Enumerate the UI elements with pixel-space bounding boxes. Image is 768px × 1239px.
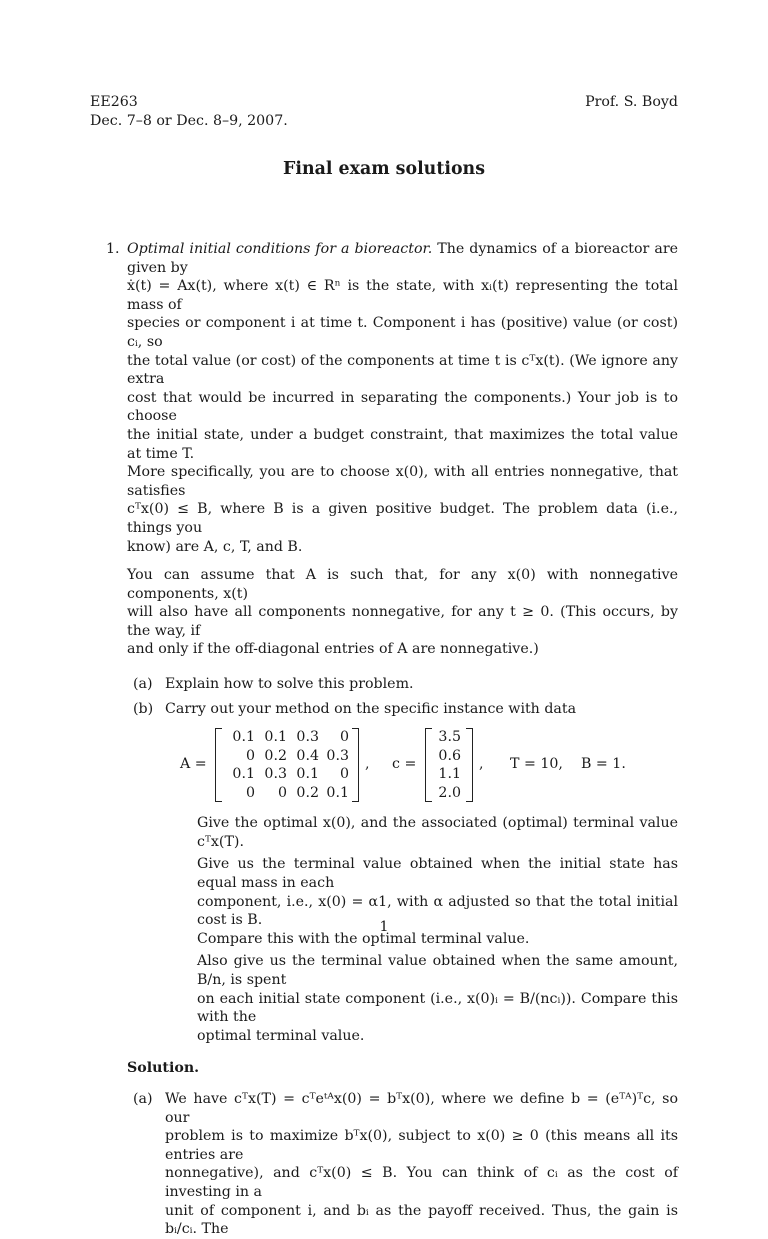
matrix-a-row [225,765,349,784]
vector-c-entry: 0.6 [438,747,461,764]
matrix-a-entry: 0.4 [296,747,319,764]
separator-comma: , [365,756,370,773]
vector-c-label: c = [392,756,417,773]
statement-line: ẋ(t) = Ax(t), where x(t) ∈ Rⁿ is the state, with xᵢ(t) representing the total mass of [127,278,678,313]
matrix-a-row [225,728,349,747]
matrix-a-entry: 0.1 [326,784,349,801]
exam-dates: Dec. 7–8 or Dec. 8–9, 2007. [90,112,288,129]
part-b [127,700,678,719]
solution-line: nonnegative), and cᵀx(0) ≤ B. You can think of cᵢ as the cost of investing in a [165,1165,678,1200]
statement-line: know) are A, c, T, and B. [127,538,303,555]
part-label: (b) [133,700,154,717]
vector-c-entry: 1.1 [438,766,461,783]
matrix-a-label: A = [180,756,207,773]
question-line: on each initial state component (i.e., x(0)ᵢ = B/(ncᵢ)). Compare this with the [197,990,678,1026]
matrix-a-entry: 0.3 [326,747,349,764]
matrix-a-entry: 0.2 [264,747,287,764]
problem-number: 1. [106,241,120,257]
question-line: Give the optimal x(0), and the associated (optimal) terminal value cᵀx(T). [197,815,678,850]
matrix-a-entry: 0.3 [264,766,287,783]
matrix-a-entry: 0 [245,784,255,801]
matrix-a-grid [225,728,349,802]
assumption-line: and only if the off-diagonal entries of A are nonnegative.) [127,641,539,658]
problem-data-equation [127,728,678,802]
matrix-a-entry: 0.1 [296,766,319,783]
problem-statement [127,240,678,1239]
solution-line: unit of component i, and bᵢ as the payoff received. Thus, the gain is bᵢ/cᵢ. The [165,1202,678,1238]
matrix-a-entry: 0 [339,729,349,746]
statement-line: More specifically, you are to choose x(0), with all entries nonnegative, that satisfies [127,464,678,499]
page-number: 1 [379,919,389,935]
vector-c-entry: 2.0 [438,784,461,801]
separator-comma: , [479,756,484,773]
matrix-a [215,728,359,802]
matrix-a-row [225,747,349,766]
matrix-a-entry: 0 [277,784,287,801]
matrix-a-entry: 0.1 [264,729,287,746]
question-line: optimal terminal value. [197,1027,365,1044]
assumption-line: You can assume that A is such that, for any x(0) with nonnegative components, x(t) [127,567,678,602]
question-line: component, i.e., x(0) = α1, with α adjusted so that the total initial cost is B. [197,893,678,929]
vector-c-row [435,728,461,747]
vector-c-row [435,765,461,784]
statement-line: cᵀx(0) ≤ B, where B is a given positive budget. The problem data (i.e., things you [127,501,678,536]
solution-heading: Solution. [127,1060,200,1077]
matrix-a-entry: 0.2 [296,784,319,801]
part-label: (a) [133,676,153,693]
vector-c-grid [435,728,461,802]
matrix-a-entry: 0.1 [232,766,255,783]
matrix-a-entry: 0.1 [232,729,255,746]
question-line: Compare this with the optimal terminal value. [197,930,530,947]
statement-line: cost that would be incurred in separating the components.) Your job is to choose [127,389,678,425]
matrix-a-entry: 0 [245,747,255,764]
part-text: Carry out your method on the specific instance with data [165,700,577,717]
solution-line: We have cᵀx(T) = cᵀeᵗᴬx(0) = bᵀx(0), where we define b = (eᵀᴬ)ᵀc, so our [165,1090,678,1126]
statement-line: the total value (or cost) of the components at time t is cᵀx(t). (We ignore any extra [127,352,678,388]
solution-part-a [127,1090,678,1239]
statement-line: species or component i at time t. Component i has (positive) value (or cost) cᵢ, so [127,315,678,350]
part-label: (a) [133,1090,153,1107]
vector-c-entry: 3.5 [438,729,461,746]
matrix-a-row [225,784,349,803]
professor-name: Prof. S. Boyd [585,94,678,110]
part-text: Explain how to solve this problem. [165,676,414,693]
solution-line: problem is to maximize bᵀx(0), subject to x(0) ≥ 0 (this means all its entries are [165,1128,678,1163]
vector-c-row [435,747,461,766]
vector-c-row [435,784,461,803]
document-body [90,240,678,1239]
matrix-a-entry: 0.3 [296,729,319,746]
part-a [127,675,678,694]
t-and-b-values: T = 10, B = 1. [510,756,626,773]
statement-line: the initial state, under a budget constraint, that maximizes the total value at time T. [127,426,678,462]
statement-line: The dynamics of a bioreactor are given by [127,241,679,276]
question-line: Also give us the terminal value obtained when the same amount, B/n, is spent [197,953,678,988]
assumption-line: will also have all components nonnegative, for any t ≥ 0. (This occurs, by the way, if [127,604,678,639]
problem-title: Optimal initial conditions for a bioreactor. [127,241,433,257]
page-title: Final exam solutions [283,159,485,179]
vector-c [425,728,473,802]
course-code: EE263 [90,94,138,110]
header-left [90,93,288,130]
matrix-a-entry: 0 [339,766,349,783]
question-line: Give us the terminal value obtained when the initial state has equal mass in each [197,856,678,892]
